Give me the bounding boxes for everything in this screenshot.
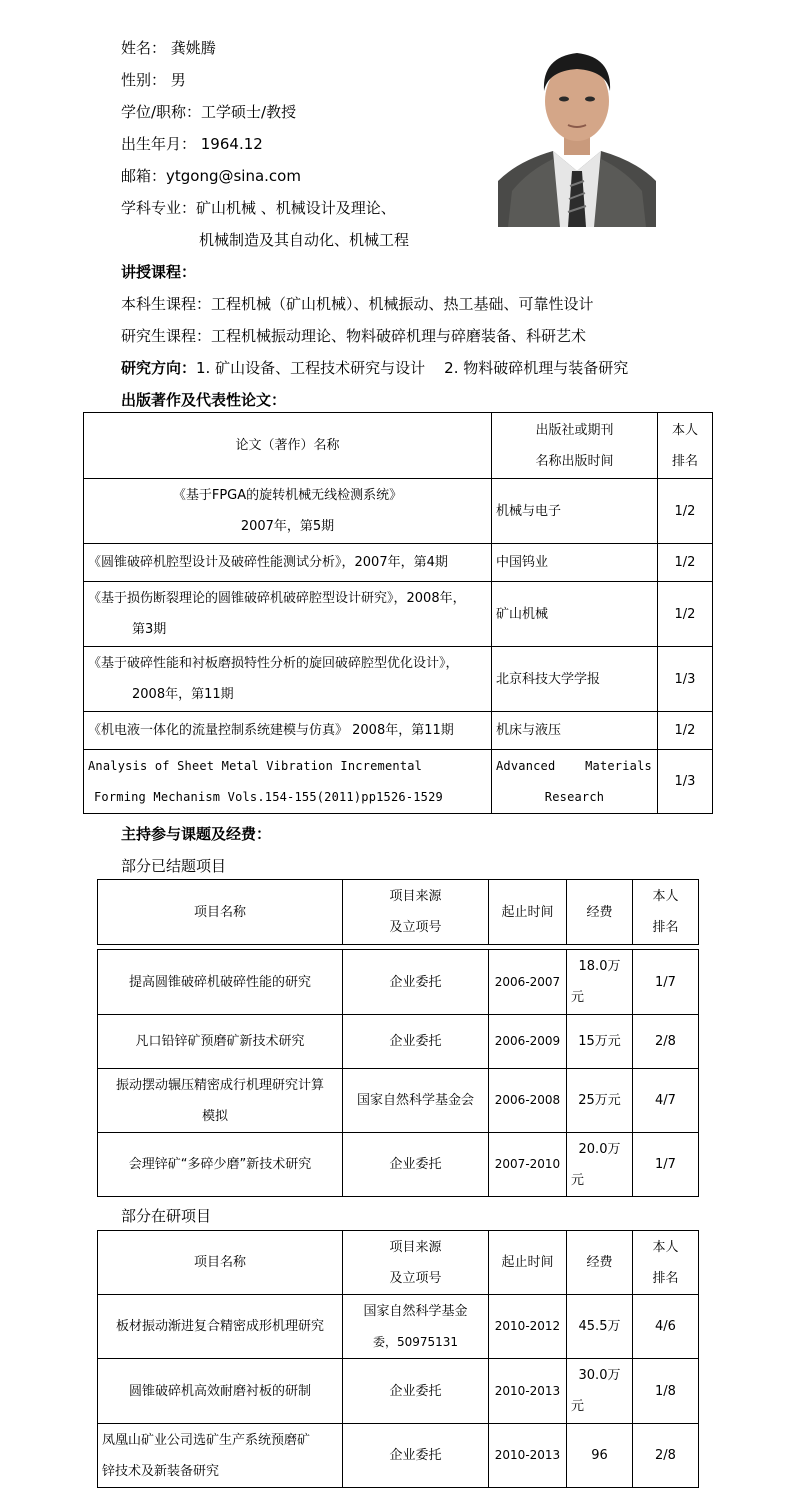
pub-source: 机械与电子 xyxy=(492,479,658,544)
completed-projects-body xyxy=(97,949,699,1197)
table-row xyxy=(98,1359,699,1424)
pub-rank: 1/2 xyxy=(658,544,713,582)
project-funding: 15万元 xyxy=(567,1015,633,1069)
table-row xyxy=(98,1295,699,1359)
pub-title: 《基于FPGA的旋转机械无线检测系统》 2007年，第5期 xyxy=(84,479,492,544)
header-name: 项目名称 xyxy=(98,880,343,945)
table-row xyxy=(84,750,713,814)
completed-projects-table xyxy=(97,879,699,945)
header-source: 出版社或期刊 名称出版时间 xyxy=(492,413,658,479)
project-period: 2007-2010 xyxy=(489,1133,567,1197)
pub-rank: 1/2 xyxy=(658,479,713,544)
project-funding: 20.0万 元 xyxy=(567,1133,633,1197)
courses-heading: 讲授课程： xyxy=(121,263,197,281)
profile-gender: 性别： 男 xyxy=(121,71,186,89)
pub-source: 机床与液压 xyxy=(492,712,658,750)
project-source: 企业委托 xyxy=(343,1133,489,1197)
profile-discipline: 学科专业：矿山机械 、机械设计及理论、 xyxy=(121,199,396,217)
header-name: 项目名称 xyxy=(98,1231,343,1295)
project-period: 2006-2007 xyxy=(489,950,567,1015)
profile-birth: 出生年月： 1964.12 xyxy=(121,135,263,153)
pub-rank: 1/3 xyxy=(658,750,713,814)
project-name: 振动摆动辗压精密成行机理研究计算 模拟 xyxy=(98,1069,343,1133)
research-label: 研究方向： xyxy=(121,359,197,377)
header-funding: 经费 xyxy=(567,1231,633,1295)
header-period: 起止时间 xyxy=(489,880,567,945)
project-name: 会理锌矿“多碎少磨”新技术研究 xyxy=(98,1133,343,1197)
courses-undergrad: 本科生课程：工程机械（矿山机械）、机械振动、热工基础、可靠性设计 xyxy=(121,295,594,313)
profile-email: 邮箱：ytgong@sina.com xyxy=(121,167,301,185)
table-row xyxy=(84,712,713,750)
pub-rank: 1/3 xyxy=(658,647,713,712)
table-row xyxy=(84,544,713,582)
project-funding: 45.5万 xyxy=(567,1295,633,1359)
project-funding: 96 xyxy=(567,1424,633,1488)
table-row xyxy=(84,582,713,647)
research-text: 1. 矿山设备、工程技术研究与设计 2. 物料破碎机理与装备研究 xyxy=(196,359,629,377)
table-row xyxy=(98,1133,699,1197)
table-row xyxy=(84,647,713,712)
research-direction xyxy=(121,352,628,384)
publications-heading: 出版著作及代表性论文： xyxy=(121,391,287,409)
courses-graduate: 研究生课程：工程机械振动理论、物料破碎机理与碎磨装备、科研艺术 xyxy=(121,327,587,345)
header-title: 论文（著作）名称 xyxy=(84,413,492,479)
project-funding: 25万元 xyxy=(567,1069,633,1133)
pub-source: 北京科技大学学报 xyxy=(492,647,658,712)
table-header-row xyxy=(84,413,713,479)
project-source: 企业委托 xyxy=(343,1359,489,1424)
project-source: 企业委托 xyxy=(343,1424,489,1488)
pub-title: 《机电液一体化的流量控制系统建模与仿真》 2008年，第11期 xyxy=(84,712,492,750)
ongoing-projects-table xyxy=(97,1230,699,1488)
project-funding: 18.0万 元 xyxy=(567,950,633,1015)
portrait-photo xyxy=(498,21,656,227)
project-rank: 1/7 xyxy=(633,1133,699,1197)
header-source: 项目来源 及立项号 xyxy=(343,1231,489,1295)
pub-source: 矿山机械 xyxy=(492,582,658,647)
project-source: 企业委托 xyxy=(343,1015,489,1069)
header-funding: 经费 xyxy=(567,880,633,945)
project-name: 圆锥破碎机高效耐磨衬板的研制 xyxy=(98,1359,343,1424)
project-period: 2010-2013 xyxy=(489,1359,567,1424)
header-rank: 本人 排名 xyxy=(633,880,699,945)
project-rank: 2/8 xyxy=(633,1015,699,1069)
table-row xyxy=(98,1015,699,1069)
project-period: 2006-2008 xyxy=(489,1069,567,1133)
pub-source: Advanced Materials Research xyxy=(492,750,658,814)
project-rank: 1/8 xyxy=(633,1359,699,1424)
pub-source: 中国钨业 xyxy=(492,544,658,582)
publications-table xyxy=(83,412,713,814)
pub-rank: 1/2 xyxy=(658,712,713,750)
table-row xyxy=(98,1069,699,1133)
project-source: 企业委托 xyxy=(343,950,489,1015)
project-rank: 4/6 xyxy=(633,1295,699,1359)
table-header-row xyxy=(98,1231,699,1295)
project-name: 凡口铅锌矿预磨矿新技术研究 xyxy=(98,1015,343,1069)
project-name: 板材振动渐进复合精密成形机理研究 xyxy=(98,1295,343,1359)
project-period: 2010-2013 xyxy=(489,1424,567,1488)
project-rank: 2/8 xyxy=(633,1424,699,1488)
header-rank: 本人 排名 xyxy=(658,413,713,479)
table-row xyxy=(84,479,713,544)
header-rank: 本人 排名 xyxy=(633,1231,699,1295)
ongoing-label: 部分在研项目 xyxy=(121,1207,212,1225)
completed-label: 部分已结题项目 xyxy=(121,857,227,875)
project-funding: 30.0万 元 xyxy=(567,1359,633,1424)
project-source: 国家自然科学基金 委，50975131 xyxy=(343,1295,489,1359)
project-period: 2006-2009 xyxy=(489,1015,567,1069)
pub-title: Analysis of Sheet Metal Vibration Incremental Forming Mechanism Vols.154-155(2011)pp1526-1529 xyxy=(84,750,492,814)
project-name: 凤凰山矿业公司选矿生产系统预磨矿 锌技术及新装备研究 xyxy=(98,1424,343,1488)
profile-degree: 学位/职称：工学硕士/教授 xyxy=(121,103,297,121)
project-rank: 1/7 xyxy=(633,950,699,1015)
pub-title: 《基于破碎性能和衬板磨损特性分析的旋回破碎腔型优化设计》， 2008年，第11期 xyxy=(84,647,492,712)
projects-heading: 主持参与课题及经费： xyxy=(121,825,272,843)
pub-title: 《基于损伤断裂理论的圆锥破碎机破碎腔型设计研究》，2008年， 第3期 xyxy=(84,582,492,647)
header-period: 起止时间 xyxy=(489,1231,567,1295)
project-rank: 4/7 xyxy=(633,1069,699,1133)
profile-name: 姓名： 龚姚腾 xyxy=(121,39,216,57)
pub-title: 《圆锥破碎机腔型设计及破碎性能测试分析》，2007年，第4期 xyxy=(84,544,492,582)
project-period: 2010-2012 xyxy=(489,1295,567,1359)
header-source: 项目来源 及立项号 xyxy=(343,880,489,945)
project-source: 国家自然科学基金会 xyxy=(343,1069,489,1133)
project-name: 提高圆锥破碎机破碎性能的研究 xyxy=(98,950,343,1015)
table-row xyxy=(98,1424,699,1488)
profile-discipline-cont: 机械制造及其自动化、机械工程 xyxy=(199,231,410,249)
pub-rank: 1/2 xyxy=(658,582,713,647)
table-header-row xyxy=(98,880,699,945)
table-row xyxy=(98,950,699,1015)
